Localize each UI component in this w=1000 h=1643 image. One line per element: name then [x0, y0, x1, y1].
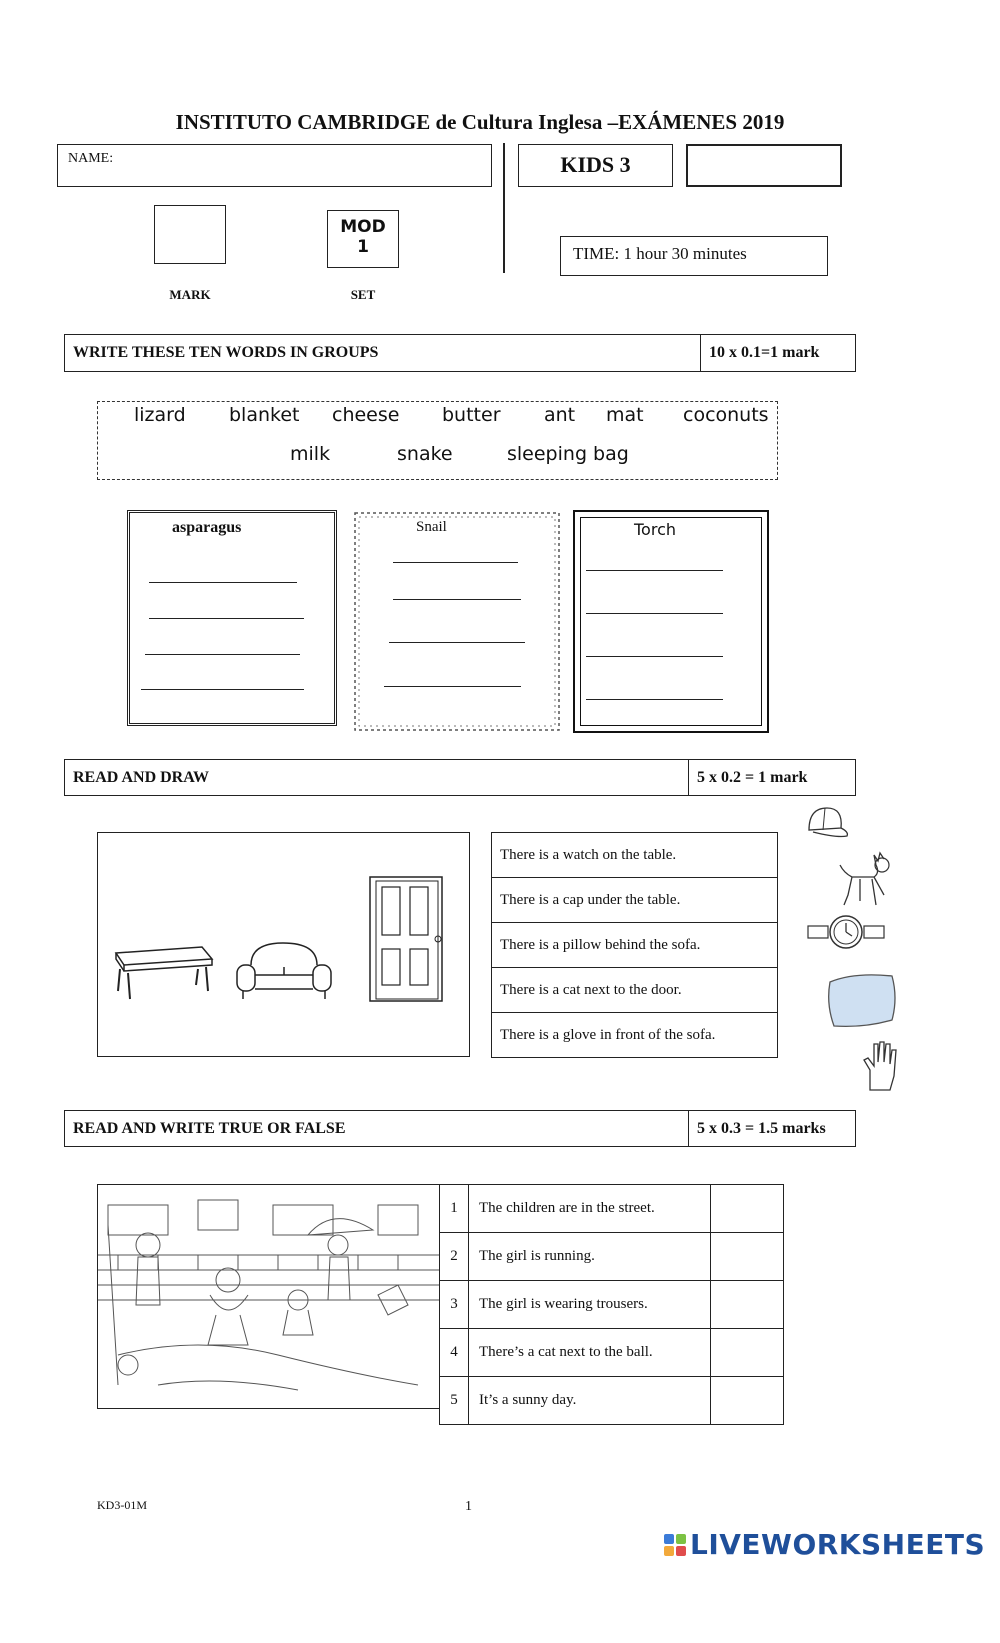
- answer-line[interactable]: [149, 582, 297, 583]
- statement-number: 3: [440, 1281, 469, 1329]
- answer-cell[interactable]: [711, 1233, 784, 1281]
- word[interactable]: blanket: [229, 404, 300, 426]
- statement-number: 1: [440, 1185, 469, 1233]
- section-marks: 10 x 0.1=1 mark: [709, 344, 820, 361]
- word[interactable]: lizard: [134, 404, 186, 426]
- cat-icon[interactable]: [836, 851, 900, 909]
- level-box: KIDS 3: [518, 144, 673, 187]
- liveworksheets-logo-icon: [664, 1532, 688, 1558]
- word[interactable]: ant: [544, 404, 576, 426]
- level-score-box[interactable]: [686, 144, 842, 187]
- answer-line[interactable]: [384, 686, 521, 687]
- sentence: There is a pillow behind the sofa.: [492, 923, 778, 968]
- answer-line[interactable]: [586, 656, 723, 657]
- section-heading: READ AND DRAW: [65, 760, 689, 795]
- page-title: INSTITUTO CAMBRIDGE de Cultura Inglesa –EXÁMENES 2019: [175, 110, 785, 134]
- answer-line[interactable]: [586, 699, 723, 700]
- statement-number: 2: [440, 1233, 469, 1281]
- word[interactable]: cheese: [332, 404, 400, 426]
- section-header-groups: [64, 334, 856, 372]
- group-label: asparagus: [172, 519, 242, 536]
- footer-code: KD3-01M: [97, 1498, 147, 1512]
- word[interactable]: coconuts: [683, 404, 769, 426]
- statement-number: 5: [440, 1377, 469, 1425]
- answer-line[interactable]: [586, 613, 723, 614]
- drawing-area[interactable]: [97, 832, 470, 1057]
- answer-line[interactable]: [393, 562, 518, 563]
- brand-name: LIVEWORKSHEETS: [690, 1528, 986, 1561]
- street-scene-drawing: [98, 1185, 439, 1408]
- answer-cell[interactable]: [711, 1377, 784, 1425]
- name-field[interactable]: [57, 144, 492, 187]
- glove-icon[interactable]: [860, 1038, 900, 1092]
- mark-box[interactable]: [154, 205, 226, 264]
- section-heading: WRITE THESE TEN WORDS IN GROUPS: [65, 335, 701, 371]
- section-marks: 5 x 0.3 = 1.5 marks: [697, 1120, 826, 1137]
- statement-text: It’s a sunny day.: [469, 1377, 711, 1425]
- page-number: 1: [465, 1499, 472, 1514]
- word-bank: [97, 401, 778, 480]
- word[interactable]: butter: [442, 404, 501, 426]
- street-scene-picture: [97, 1184, 440, 1409]
- section-marks: 5 x 0.2 = 1 mark: [697, 769, 808, 786]
- statement-text: The girl is wearing trousers.: [469, 1281, 711, 1329]
- door-drawing: [366, 875, 448, 1005]
- answer-line[interactable]: [141, 689, 304, 690]
- group-label: Snail: [416, 519, 447, 535]
- answer-cell[interactable]: [711, 1329, 784, 1377]
- answer-line[interactable]: [145, 654, 300, 655]
- answer-line[interactable]: [389, 642, 525, 643]
- sofa-drawing: [233, 935, 335, 1005]
- answer-line[interactable]: [393, 599, 521, 600]
- statement-text: The girl is running.: [469, 1233, 711, 1281]
- sentence: There is a watch on the table.: [492, 833, 778, 878]
- answer-line[interactable]: [586, 570, 723, 571]
- cap-icon[interactable]: [805, 804, 851, 840]
- answer-cell[interactable]: [711, 1185, 784, 1233]
- word[interactable]: mat: [606, 404, 644, 426]
- time-box: TIME: 1 hour 30 minutes: [560, 236, 828, 276]
- answer-cell[interactable]: [711, 1281, 784, 1329]
- header-divider: [503, 143, 505, 273]
- sentence: There is a cat next to the door.: [492, 968, 778, 1013]
- statement-text: The children are in the street.: [469, 1185, 711, 1233]
- name-label: NAME:: [68, 151, 114, 166]
- set-label: SET: [350, 287, 376, 302]
- group-label: Torch: [634, 520, 677, 539]
- mod-box: MOD 1: [327, 210, 399, 268]
- statement-text: There’s a cat next to the ball.: [469, 1329, 711, 1377]
- answer-line[interactable]: [149, 618, 304, 619]
- pillow-icon[interactable]: [824, 968, 900, 1032]
- group-box-snail: [351, 509, 563, 734]
- true-false-table: [439, 1184, 784, 1425]
- sentences-table: [491, 832, 778, 1058]
- word[interactable]: milk: [290, 443, 331, 465]
- word[interactable]: sleeping bag: [507, 443, 629, 465]
- sentence: There is a glove in front of the sofa.: [492, 1013, 778, 1058]
- section-header-true-false: [64, 1110, 856, 1147]
- section-heading: READ AND WRITE TRUE OR FALSE: [65, 1111, 689, 1146]
- table-drawing: [110, 945, 214, 1003]
- word[interactable]: snake: [397, 443, 453, 465]
- mark-label: MARK: [169, 287, 211, 302]
- sentence: There is a cap under the table.: [492, 878, 778, 923]
- section-header-draw: [64, 759, 856, 796]
- watch-icon[interactable]: [806, 912, 886, 952]
- statement-number: 4: [440, 1329, 469, 1377]
